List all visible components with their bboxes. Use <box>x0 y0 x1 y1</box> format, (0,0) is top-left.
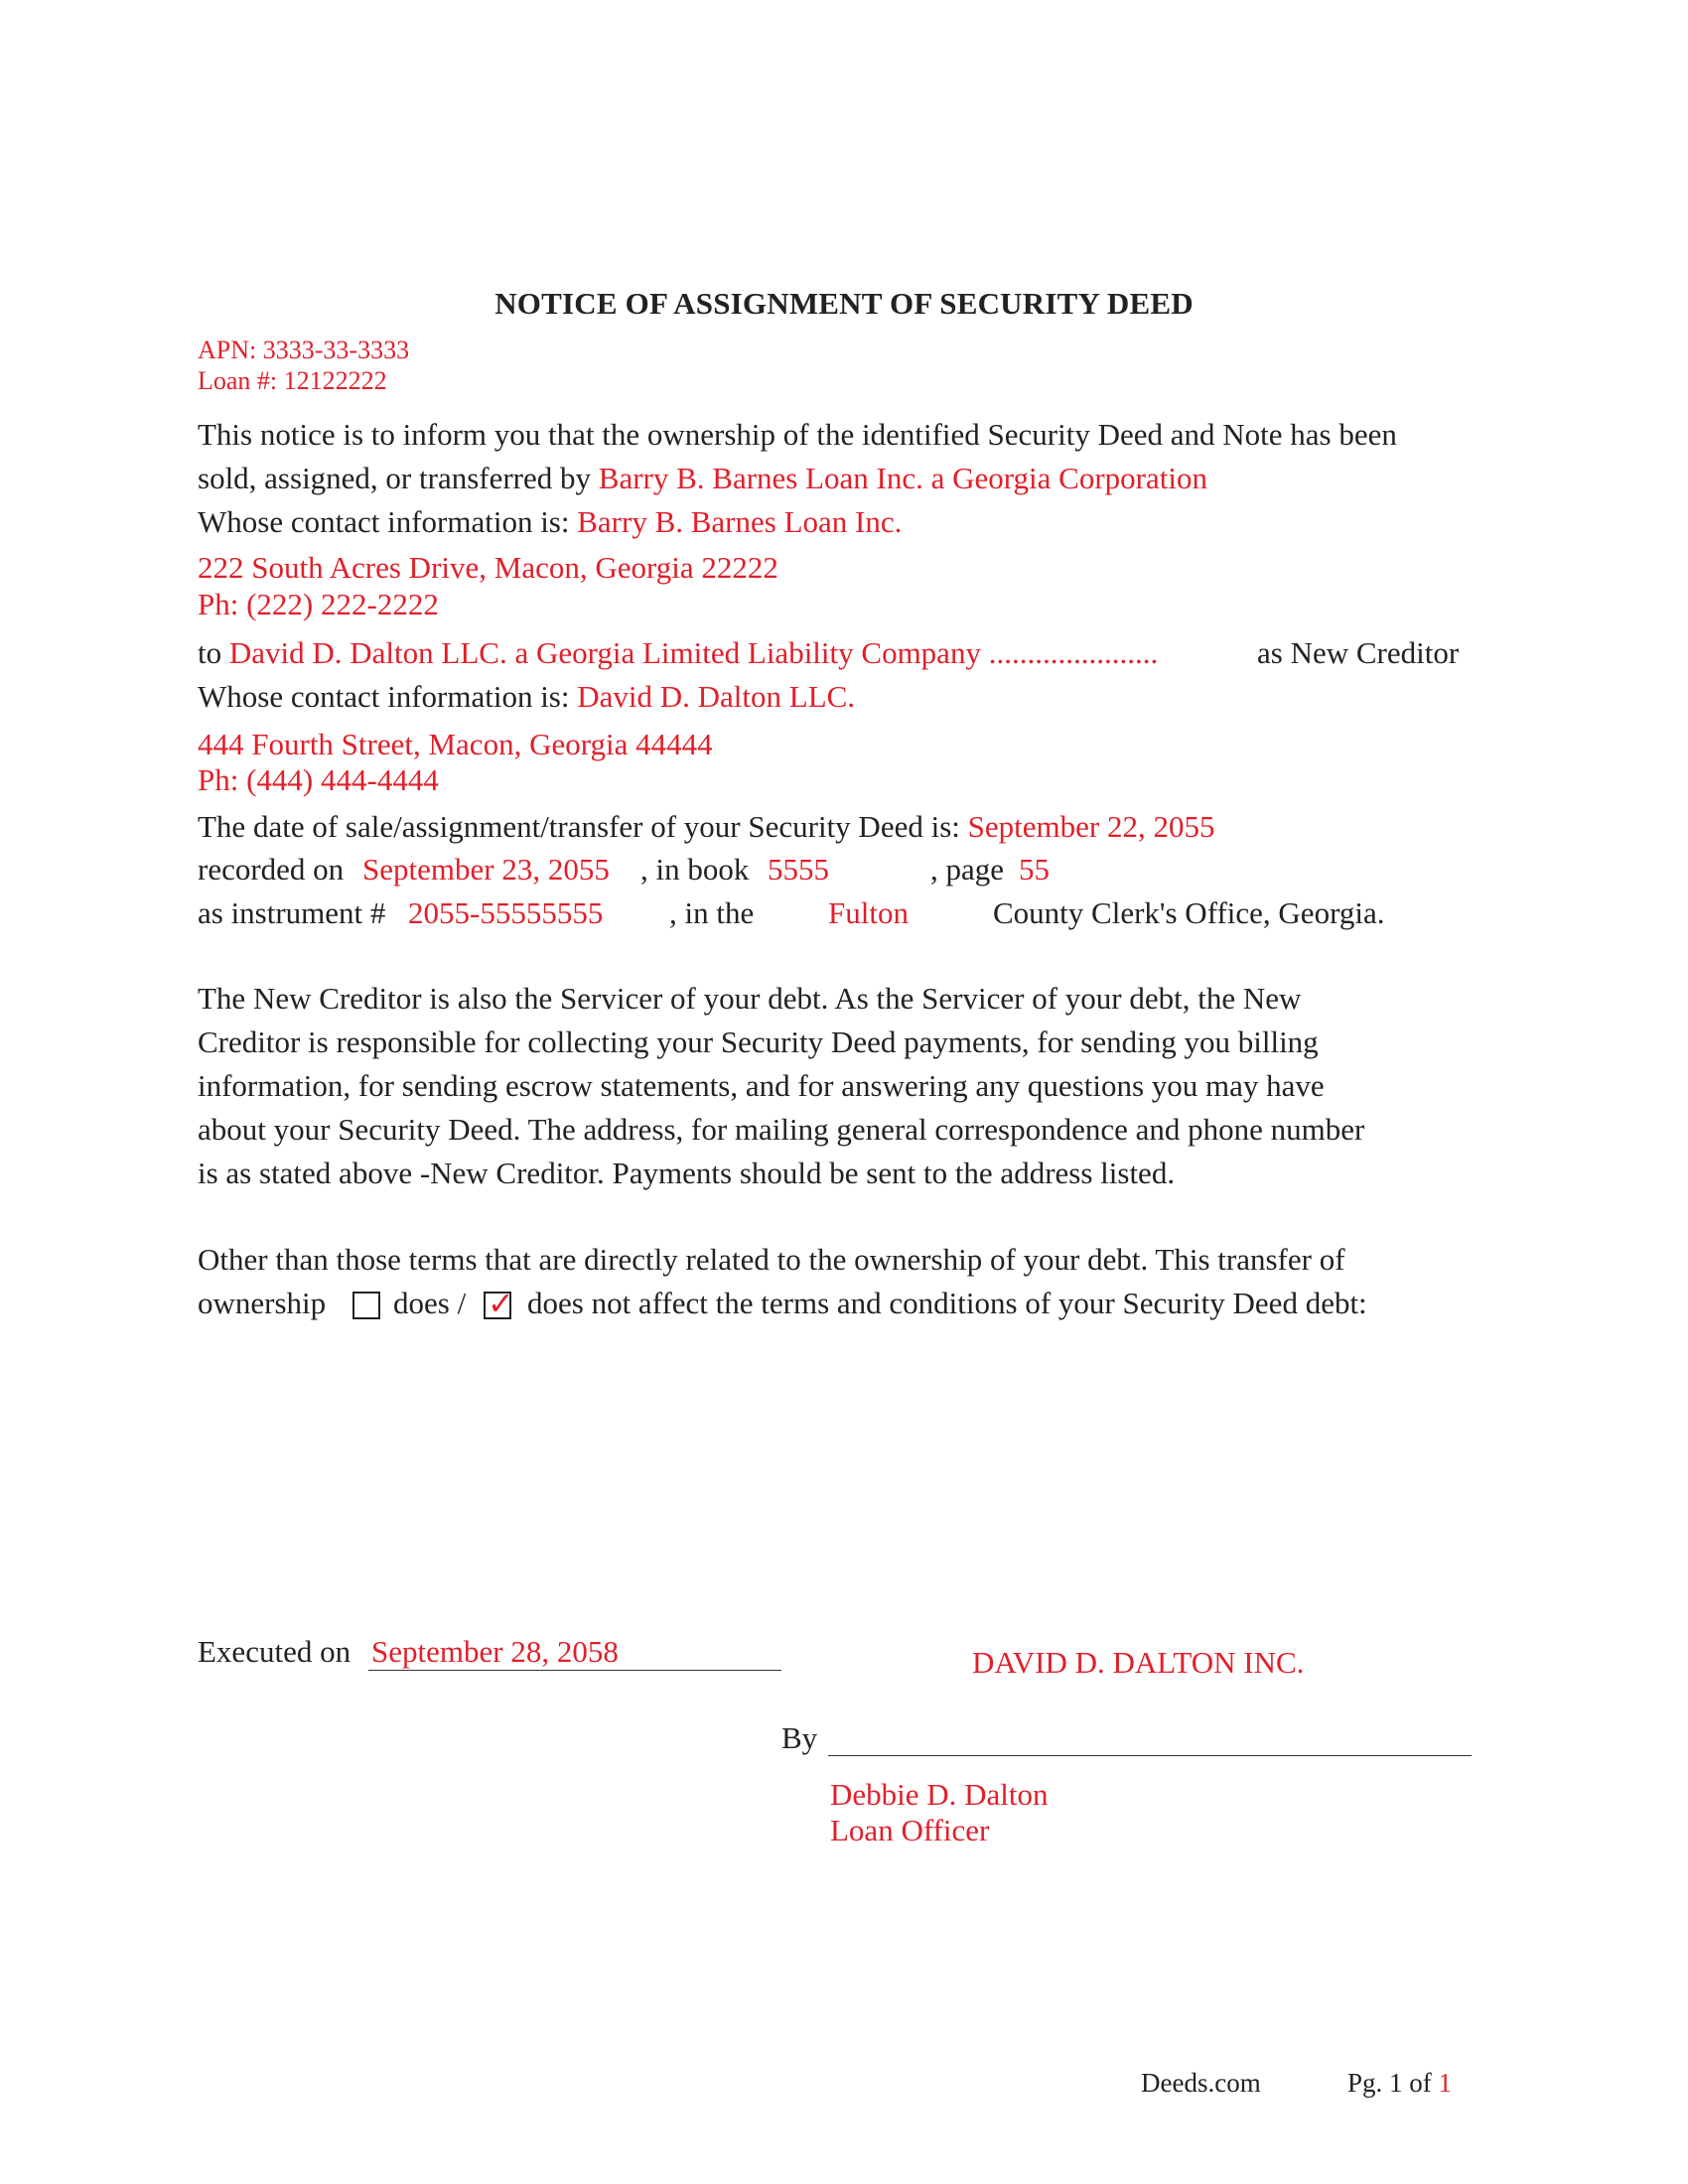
new-creditor-label: as New Creditor <box>1257 635 1460 670</box>
apn-value: 3333-33-3333 <box>262 336 410 364</box>
intro-line-1: This notice is to inform you that the ownership of the identified Security Deed and Note has been <box>198 417 1397 452</box>
intro-line-2 <box>198 461 1207 496</box>
document-title: NOTICE OF ASSIGNMENT OF SECURITY DEED <box>494 286 1194 321</box>
does-checkbox[interactable] <box>352 1292 380 1319</box>
footer-page <box>1347 2068 1452 2099</box>
footer-page-total: 1 <box>1438 2068 1453 2098</box>
assignor-name: Barry B. Barnes Loan Inc. a Georgia Corporation <box>598 461 1207 495</box>
servicer-line-5: is as stated above -New Creditor. Payments should be sent to the address listed. <box>198 1156 1176 1190</box>
county-value: Fulton <box>828 895 909 930</box>
county-suffix: County Clerk's Office, Georgia. <box>993 895 1385 930</box>
apn-line <box>198 336 409 365</box>
assignee-phone: Ph: (444) 444-4444 <box>198 762 439 797</box>
servicer-line-4: about your Security Deed. The address, for mailing general correspondence and phone number <box>198 1112 1365 1147</box>
assignor-contact: Barry B. Barnes Loan Inc. <box>577 504 903 539</box>
terms-ownership: ownership <box>198 1286 327 1320</box>
sale-date-label: The date of sale/assignment/transfer of your Security Deed is: <box>198 809 968 844</box>
book-label: , in book <box>640 852 750 887</box>
instrument-value: 2055-55555555 <box>408 895 604 930</box>
assignee-contact-line <box>198 679 855 715</box>
assignor-contact-line <box>198 504 902 540</box>
by-label: By <box>781 1720 818 1755</box>
instrument-label: as instrument # <box>198 895 386 930</box>
loan-line <box>198 366 387 396</box>
sale-date: September 22, 2055 <box>967 809 1215 844</box>
assignee-name: David D. Dalton LLC. a Georgia Limited Liability Company <box>228 635 981 670</box>
checkmark-icon: ✓ <box>488 1285 514 1322</box>
intro-line-2-prefix: sold, assigned, or transferred by <box>198 461 599 495</box>
servicer-line-2: Creditor is responsible for collecting your Security Deed payments, for sending you billing <box>198 1024 1319 1059</box>
page-value: 55 <box>1019 852 1050 887</box>
terms-does: does / <box>393 1286 467 1320</box>
signature-line[interactable] <box>828 1755 1472 1756</box>
recorded-date: September 23, 2055 <box>362 852 610 887</box>
servicer-line-3: information, for sending escrow statements, and for answering any questions you may have <box>198 1068 1325 1103</box>
in-the-label: , in the <box>669 895 755 930</box>
sale-date-line <box>198 809 1214 845</box>
terms-line-1: Other than those terms that are directly related to the ownership of your debt. This transfer of <box>198 1242 1345 1277</box>
to-label: to <box>198 635 229 670</box>
executed-date: September 28, 2058 <box>371 1634 619 1669</box>
assignee-contact: David D. Dalton LLC. <box>577 679 856 714</box>
executed-date-line <box>368 1670 781 1671</box>
footer-site: Deeds.com <box>1141 2068 1261 2098</box>
apn-label: APN: <box>198 336 263 364</box>
assignor-phone: Ph: (222) 222-2222 <box>198 587 439 621</box>
page-label: , page <box>930 852 1005 887</box>
contact-label-2: Whose contact information is: <box>198 679 578 714</box>
loan-label: Loan #: <box>198 366 284 395</box>
terms-does-not: does not affect the terms and conditions of your Security Deed debt: <box>527 1286 1367 1320</box>
signer-title: Loan Officer <box>830 1813 990 1847</box>
assignor-address: 222 South Acres Drive, Macon, Georgia 22222 <box>198 550 778 585</box>
company-signature: DAVID D. DALTON INC. <box>972 1645 1305 1680</box>
loan-value: 12122222 <box>283 366 387 395</box>
assignee-address: 444 Fourth Street, Macon, Georgia 44444 <box>198 727 713 761</box>
servicer-line-1: The New Creditor is also the Servicer of your debt. As the Servicer of your debt, the New <box>198 981 1302 1016</box>
executed-label: Executed on <box>198 1634 352 1669</box>
contact-label: Whose contact information is: <box>198 504 578 539</box>
does-not-checkbox[interactable] <box>484 1285 514 1322</box>
recorded-label: recorded on <box>198 852 345 887</box>
signer-name: Debbie D. Dalton <box>830 1777 1049 1812</box>
assignee-line <box>198 635 1158 671</box>
assignee-dots: ...................... <box>988 635 1159 670</box>
book-value: 5555 <box>768 852 829 887</box>
footer-page-label: Pg. 1 of <box>1347 2068 1439 2098</box>
